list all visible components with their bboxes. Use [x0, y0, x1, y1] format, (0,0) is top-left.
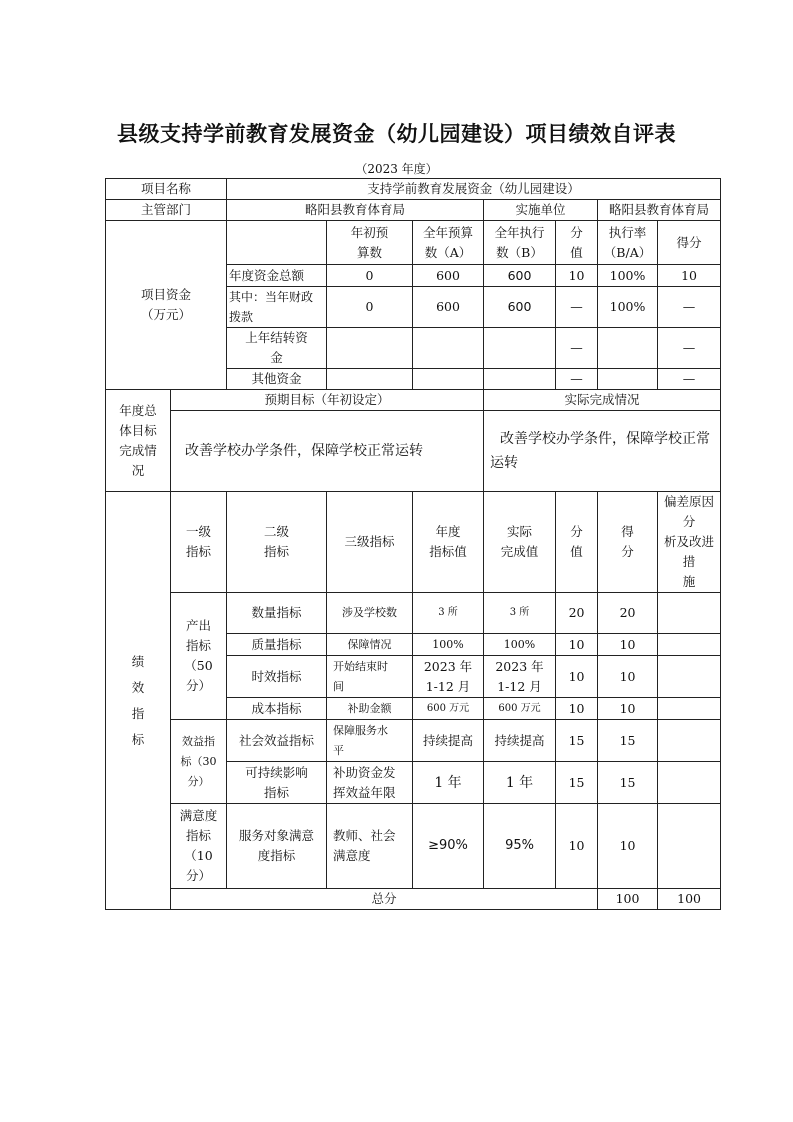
output-row-quantity-l2: 数量指标 [227, 593, 327, 634]
benefit-row-sustain-l3: 补助资金发 挥效益年限 [327, 762, 413, 804]
perf-header-reason: 偏差原因分 析及改进措 施 [658, 492, 721, 593]
output-row-quality-full: 10 [556, 634, 598, 656]
output-row-timeliness-target: 2023 年 1-12 月 [413, 656, 484, 698]
project-name-label: 项目名称 [106, 179, 227, 200]
output-indicator-label: 产出 指标 （50 分） [171, 593, 227, 720]
output-row-timeliness-got: 10 [598, 656, 658, 698]
funds-row-carryover-score: — [658, 328, 721, 369]
funds-row-other-score: — [658, 369, 721, 390]
output-row-cost-target: 600 万元 [413, 698, 484, 720]
perf-header-l1: 一级 指标 [171, 492, 227, 593]
goals-label: 年度总 体目标 完成情 况 [106, 390, 171, 492]
benefit-row-social-reason [658, 720, 721, 762]
output-row-timeliness-reason [658, 656, 721, 698]
funds-row-other-label: 其他资金 [227, 369, 327, 390]
perf-header-full: 分 值 [556, 492, 598, 593]
benefit-row-social-actual: 持续提高 [484, 720, 556, 762]
perf-header-got: 得 分 [598, 492, 658, 593]
funds-label-text: 项目资金 [141, 287, 192, 302]
output-row-cost-reason [658, 698, 721, 720]
output-row-timeliness-l3: 开始结束时 间 [327, 656, 413, 698]
funds-label [106, 221, 227, 390]
funds-row-other-annual [413, 369, 484, 390]
satisfaction-row-target: ≥90% [413, 804, 484, 889]
output-row-timeliness-actual: 2023 年 1-12 月 [484, 656, 556, 698]
funds-row-fiscal-rate: 100% [598, 287, 658, 328]
funds-header-annual: 全年预算 数（A） [413, 221, 484, 265]
output-row-quality-l3: 保障情况 [327, 634, 413, 656]
funds-row-fiscal-initial: 0 [327, 287, 413, 328]
funds-header-blank [227, 221, 327, 265]
output-row-cost-got: 10 [598, 698, 658, 720]
funds-unit-text: （万元） [141, 307, 192, 322]
output-row-quantity-target: 3 所 [413, 593, 484, 634]
funds-row-carryover-executed [484, 328, 556, 369]
funds-row-fiscal-score: — [658, 287, 721, 328]
funds-row-total-executed: 600 [484, 265, 556, 287]
goals-expected-header: 预期目标（年初设定） [171, 390, 484, 411]
benefit-row-social-got: 15 [598, 720, 658, 762]
benefit-row-sustain-full: 15 [556, 762, 598, 804]
goals-actual-header: 实际完成情况 [484, 390, 721, 411]
benefit-row-sustain-target: 1 年 [413, 762, 484, 804]
goals-actual-text: 改善学校办学条件，保障学校正常运转 [484, 411, 721, 492]
satisfaction-row-full: 10 [556, 804, 598, 889]
funds-header-score: 得分 [658, 221, 721, 265]
output-row-timeliness-l2: 时效指标 [227, 656, 327, 698]
output-row-quality-l2: 质量指标 [227, 634, 327, 656]
benefit-row-sustain-reason [658, 762, 721, 804]
output-row-quality-target: 100% [413, 634, 484, 656]
benefit-row-social-l3: 保障服务水 平 [327, 720, 413, 762]
project-name-value: 支持学前教育发展资金（幼儿园建设） [227, 179, 721, 200]
total-full: 100 [598, 889, 658, 910]
output-row-quality-reason [658, 634, 721, 656]
funds-row-total-initial: 0 [327, 265, 413, 287]
benefit-row-social-target: 持续提高 [413, 720, 484, 762]
self-evaluation-table [105, 178, 721, 910]
output-row-quantity-got: 20 [598, 593, 658, 634]
satisfaction-row-l2: 服务对象满意 度指标 [227, 804, 327, 889]
funds-row-total-rate: 100% [598, 265, 658, 287]
funds-header-executed: 全年执行 数（B） [484, 221, 556, 265]
funds-row-total-full: 10 [556, 265, 598, 287]
benefit-row-sustain-got: 15 [598, 762, 658, 804]
impl-unit-value: 略阳县教育体育局 [598, 200, 721, 221]
funds-row-fiscal-annual: 600 [413, 287, 484, 328]
funds-row-fiscal-label: 其中：当年财政拨款 [227, 287, 327, 328]
funds-row-carryover-rate [598, 328, 658, 369]
benefit-row-sustain-actual: 1 年 [484, 762, 556, 804]
satisfaction-indicator-label: 满意度 指标 （10 分） [171, 804, 227, 889]
impl-unit-label: 实施单位 [484, 200, 598, 221]
output-row-quantity-full: 20 [556, 593, 598, 634]
output-row-quality-got: 10 [598, 634, 658, 656]
dept-value: 略阳县教育体育局 [227, 200, 484, 221]
funds-row-total-score: 10 [658, 265, 721, 287]
benefit-row-sustain-l2: 可持续影响 指标 [227, 762, 327, 804]
funds-row-carryover-label: 上年结转资 金 [227, 328, 327, 369]
funds-row-other-rate [598, 369, 658, 390]
funds-row-carryover-initial [327, 328, 413, 369]
funds-row-other-full: — [556, 369, 598, 390]
perf-header-target: 年度 指标值 [413, 492, 484, 593]
output-row-timeliness-full: 10 [556, 656, 598, 698]
funds-row-other-executed [484, 369, 556, 390]
funds-row-carryover-full: — [556, 328, 598, 369]
total-label: 总分 [171, 889, 598, 910]
satisfaction-row-l3: 教师、社会 满意度 [327, 804, 413, 889]
output-row-cost-full: 10 [556, 698, 598, 720]
funds-row-fiscal-full: — [556, 287, 598, 328]
funds-row-total-annual: 600 [413, 265, 484, 287]
funds-header-initial: 年初预 算数 [327, 221, 413, 265]
funds-header-full-score: 分 值 [556, 221, 598, 265]
satisfaction-row-actual: 95% [484, 804, 556, 889]
funds-row-total-label: 年度资金总额 [227, 265, 327, 287]
total-got: 100 [658, 889, 721, 910]
benefit-row-social-l2: 社会效益指标 [227, 720, 327, 762]
perf-header-actual: 实际 完成值 [484, 492, 556, 593]
funds-row-carryover-annual [413, 328, 484, 369]
benefit-row-social-full: 15 [556, 720, 598, 762]
funds-row-fiscal-executed: 600 [484, 287, 556, 328]
funds-header-rate: 执行率 （B/A） [598, 221, 658, 265]
output-row-cost-actual: 600 万元 [484, 698, 556, 720]
perf-header-l3: 三级指标 [327, 492, 413, 593]
performance-label: 绩 效 指 标 [106, 492, 171, 910]
output-row-cost-l3: 补助金额 [327, 698, 413, 720]
perf-header-l2: 二级 指标 [227, 492, 327, 593]
document-title: 县级支持学前教育发展资金（幼儿园建设）项目绩效自评表 [117, 122, 676, 146]
benefit-indicator-label: 效益指 标（30 分） [171, 720, 227, 804]
year-note: （2023 年度） [355, 162, 438, 176]
output-row-quantity-l3: 涉及学校数 [327, 593, 413, 634]
satisfaction-row-got: 10 [598, 804, 658, 889]
output-row-quantity-reason [658, 593, 721, 634]
goals-expected-text: 改善学校办学条件，保障学校正常运转 [171, 411, 484, 492]
output-row-quantity-actual: 3 所 [484, 593, 556, 634]
output-row-cost-l2: 成本指标 [227, 698, 327, 720]
satisfaction-row-reason [658, 804, 721, 889]
output-row-quality-actual: 100% [484, 634, 556, 656]
funds-row-other-initial [327, 369, 413, 390]
dept-label: 主管部门 [106, 200, 227, 221]
